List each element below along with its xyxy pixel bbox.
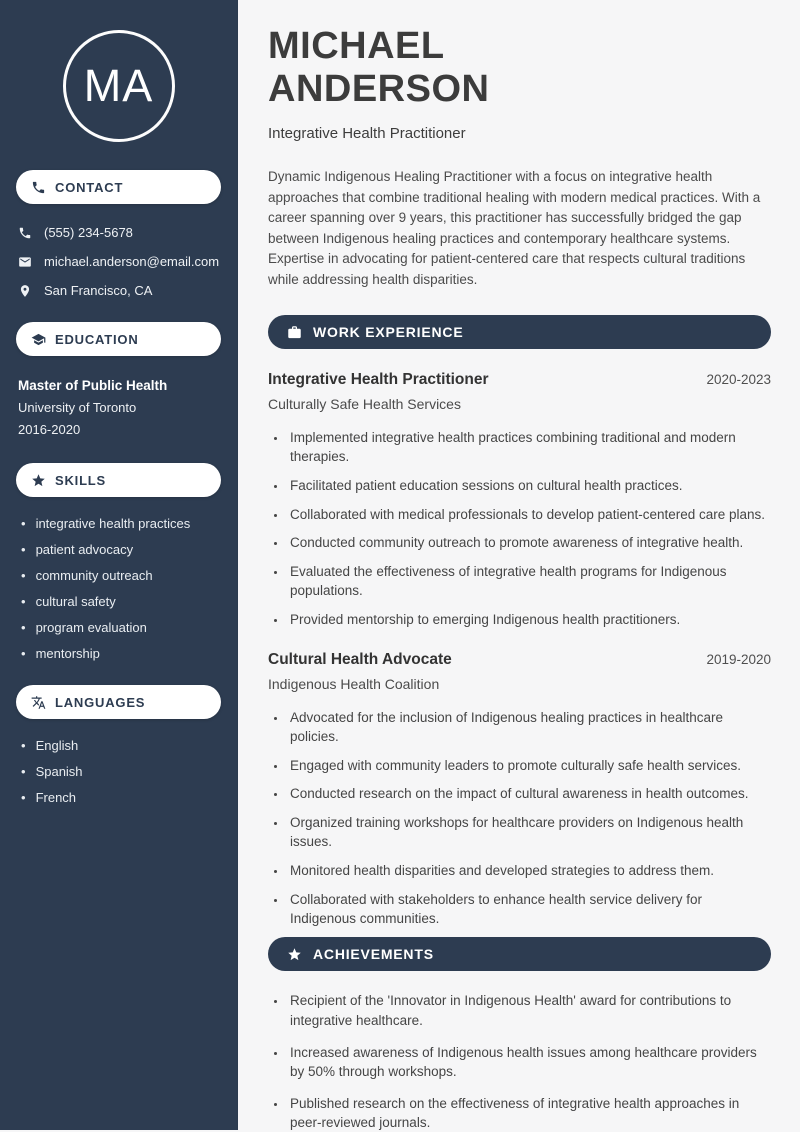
job-bullet: • Provided mentorship to emerging Indigenous health practitioners.	[287, 610, 771, 629]
skills-section-title: SKILLS	[55, 472, 107, 488]
job-entry	[268, 651, 771, 928]
skills-section-header	[16, 463, 221, 497]
job-bullet: • Advocated for the inclusion of Indigenous healing practices in healthcare policies.	[287, 708, 771, 746]
job-bullet: • Organized training workshops for healthcare providers on Indigenous health issues.	[287, 813, 771, 851]
resume-main	[238, 0, 800, 1130]
job-title: Cultural Health Advocate	[268, 650, 452, 668]
education-degree: Master of Public Health	[18, 378, 168, 393]
work-experience-section-title: WORK EXPERIENCE	[313, 324, 464, 341]
job-bullet: • Evaluated the effectiveness of integrative health programs for Indigenous populations.	[287, 562, 771, 600]
job-bullet-list	[268, 428, 771, 629]
star-icon	[31, 473, 46, 488]
avatar	[63, 30, 175, 142]
job-dates: 2020-2023	[706, 372, 771, 388]
achievement-bullet: • Increased awareness of Indigenous health issues among healthcare providers by 50% through workshops.	[287, 1043, 771, 1081]
skill-label: • patient advocacy	[35, 542, 134, 557]
skill-item	[21, 646, 219, 661]
contact-phone	[18, 225, 219, 240]
contact-section-title: CONTACT	[55, 179, 124, 195]
education-entry	[18, 378, 219, 437]
job-bullet-list	[268, 708, 771, 928]
skill-item	[21, 594, 219, 609]
contact-list	[18, 225, 219, 298]
skill-item	[21, 516, 219, 531]
job-bullet: • Conducted research on the impact of cultural awareness in health outcomes.	[287, 784, 771, 803]
job-bullet: • Monitored health disparities and developed strategies to address them.	[287, 861, 771, 880]
language-item	[21, 764, 219, 779]
contact-email	[18, 254, 219, 269]
achievements-list	[268, 991, 771, 1132]
education-section-title: EDUCATION	[55, 331, 139, 347]
phone-icon	[31, 180, 46, 195]
phone-icon	[18, 226, 32, 240]
contact-email-text: michael.anderson@email.com	[44, 254, 220, 269]
professional-summary: Dynamic Indigenous Healing Practitioner with a focus on integrative health approaches that combine traditional healing with modern medical practices. With a career spanning over 9 years, this practitioner has successfully bridged the gap between Indigenous healing practices and contemporary healthcare systems. Expertise in advocating for patient-centered care that respects cultural traditions while addressing health disparities.	[268, 169, 761, 287]
avatar-initials: MA	[83, 60, 154, 111]
education-school: University of Toronto	[18, 400, 137, 415]
mail-icon	[18, 255, 32, 269]
achievement-bullet: • Published research on the effectiveness of integrative health approaches in peer-reviewed journals.	[287, 1094, 771, 1132]
language-label: • English	[35, 738, 79, 753]
job-company: Indigenous Health Coalition	[268, 675, 440, 692]
job-entry	[268, 371, 771, 629]
location-pin-icon	[18, 284, 32, 298]
job-company: Culturally Safe Health Services	[268, 396, 461, 413]
skill-item	[21, 542, 219, 557]
languages-section-header	[16, 685, 221, 719]
contact-location	[18, 283, 219, 298]
skill-label: • mentorship	[35, 646, 100, 661]
translate-icon	[31, 695, 46, 710]
contact-section-header	[16, 170, 221, 204]
job-bullet: • Implemented integrative health practices combining traditional and modern therapies.	[287, 428, 771, 466]
skill-item	[21, 568, 219, 583]
job-bullet: • Collaborated with stakeholders to enhance health service delivery for Indigenous communities.	[287, 890, 771, 928]
language-item	[21, 790, 219, 805]
star-icon	[287, 947, 302, 962]
job-bullet: • Facilitated patient education sessions on cultural health practices.	[287, 476, 771, 495]
languages-section-title: LANGUAGES	[55, 694, 146, 710]
job-header	[268, 651, 771, 669]
skill-label: • cultural safety	[35, 594, 116, 609]
achievements-section-header	[268, 937, 771, 971]
achievements-section-title: ACHIEVEMENTS	[313, 946, 434, 963]
work-experience-section-header	[268, 315, 771, 349]
person-name: MICHAEL ANDERSON	[268, 25, 490, 110]
education-years: 2016-2020	[18, 422, 81, 437]
language-item	[21, 738, 219, 753]
skill-label: • integrative health practices	[35, 516, 191, 531]
job-bullet: • Conducted community outreach to promote awareness of integrative health.	[287, 533, 771, 552]
job-bullet: • Engaged with community leaders to promote culturally safe health services.	[287, 756, 771, 775]
achievement-bullet: • Recipient of the 'Innovator in Indigenous Health' award for contributions to integrative healthcare.	[287, 991, 771, 1029]
sidebar	[0, 0, 238, 1130]
graduation-cap-icon	[31, 332, 46, 347]
skills-list	[21, 516, 219, 661]
language-label: • French	[35, 790, 77, 805]
job-bullet: • Collaborated with medical professionals to develop patient-centered care plans.	[287, 505, 771, 524]
contact-location-text: San Francisco, CA	[44, 283, 153, 298]
skill-label: • community outreach	[35, 568, 153, 583]
languages-list	[21, 738, 219, 805]
briefcase-icon	[287, 325, 302, 340]
person-job-title: Integrative Health Practitioner	[268, 125, 466, 143]
job-dates: 2019-2020	[706, 651, 771, 667]
job-header	[268, 371, 771, 389]
contact-phone-text: (555) 234-5678	[44, 225, 133, 240]
job-title: Integrative Health Practitioner	[268, 371, 489, 389]
language-label: • Spanish	[35, 764, 83, 779]
skill-label: • program evaluation	[35, 620, 147, 635]
skill-item	[21, 620, 219, 635]
education-section-header	[16, 322, 221, 356]
